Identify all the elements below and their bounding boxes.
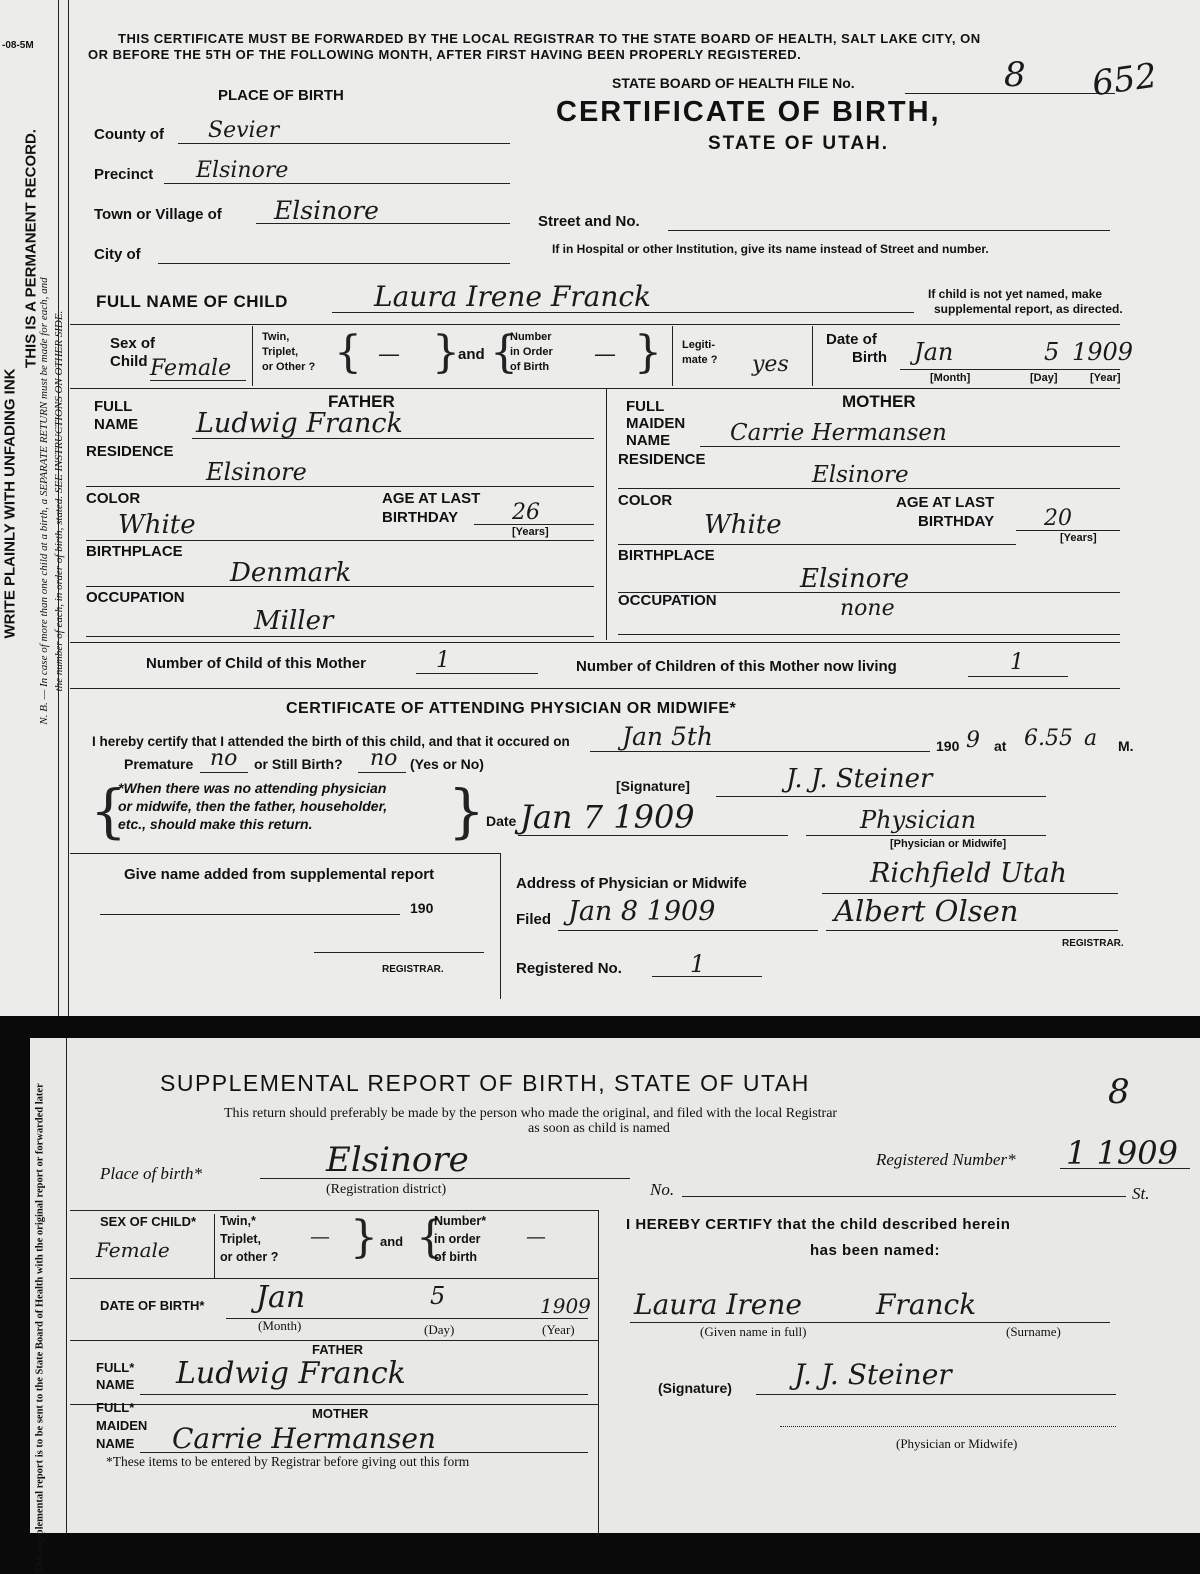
title-line [806, 835, 1046, 836]
supp-father-heading: FATHER [312, 1342, 364, 1357]
premature-value: no [210, 746, 238, 771]
mother-maiden-label: MAIDEN [626, 415, 686, 432]
registrar-name: Albert Olsen [834, 894, 1019, 928]
attending-heading: CERTIFICATE OF ATTENDING PHYSICIAN OR MIDWIFE* [286, 700, 737, 717]
attending-certify-text: I hereby certify that I attended the birth of this child, and that it occured on [92, 734, 570, 749]
number-living-label: Number of Children of this Mother now living [576, 658, 897, 675]
sex-value: Female [150, 356, 232, 381]
supp-physician-line [780, 1426, 1116, 1427]
town-label: Town or Village of [94, 206, 222, 223]
supp-mother-value: Carrie Hermansen [172, 1422, 436, 1455]
county-label: County of [94, 126, 164, 143]
number-living-line [968, 676, 1068, 677]
supp-month-label: (Month) [258, 1318, 302, 1333]
father-full-label: FULL [94, 398, 133, 415]
divider-sex [252, 326, 253, 386]
order-label-3: of Birth [510, 361, 550, 373]
supp-sex-value: Female [96, 1238, 170, 1262]
legit-label-2: mate ? [682, 354, 718, 366]
registrar-name-line [826, 930, 1118, 931]
supp-place-value: Elsinore [326, 1140, 469, 1180]
note-brace-left: { [90, 777, 127, 845]
supp-dob-label: DATE OF BIRTH* [100, 1298, 205, 1313]
header-note-1: THIS CERTIFICATE MUST BE FORWARDED BY THE LOCAL REGISTRAR TO THE STATE BOARD OF HEALTH, SALT LAKE CITY, ON [118, 31, 981, 46]
supp-mother-label-2: MAIDEN [96, 1418, 148, 1433]
father-color-line [86, 540, 594, 541]
mother-birthplace-value: Elsinore [800, 564, 910, 594]
supp-mother-line [140, 1452, 588, 1453]
father-residence-value: Elsinore [206, 458, 307, 486]
father-occupation-label: OCCUPATION [86, 589, 185, 606]
supp-given-label: (Given name in full) [700, 1324, 807, 1339]
child-name-label: FULL NAME OF CHILD [96, 292, 288, 311]
supp-note-2: as soon as child is named [528, 1121, 670, 1136]
number-child-value: 1 [436, 648, 450, 673]
mother-residence-label: RESIDENCE [618, 451, 706, 468]
supp-twin-value: — [310, 1224, 330, 1248]
premature-line [200, 772, 248, 773]
order-brace-right: } [634, 327, 662, 378]
attending-time: 6.55 [1024, 726, 1073, 751]
supp-dob-month: Jan [256, 1280, 306, 1315]
street-label: Street and No. [538, 213, 640, 230]
margin-note-1: N. B. — In case of more than one child at a birth, a SEPARATE RETURN must be made for each, and [38, 277, 50, 725]
registered-label: Registered No. [516, 960, 622, 977]
attending-date: Jan 5th [622, 722, 714, 751]
filed-value: Jan 8 1909 [568, 896, 716, 927]
legit-label-1: Legiti- [682, 339, 715, 351]
dob-month-label: [Month] [930, 372, 971, 384]
form-code: -08-5M [2, 40, 34, 51]
supp-sex-divider [214, 1214, 215, 1278]
supp-dob-year: 1909 [540, 1294, 591, 1318]
order-brace-left: { [490, 327, 518, 378]
supp-twin-label-3: or other ? [220, 1250, 279, 1264]
supp-twin-label-2: Triplet, [220, 1232, 261, 1246]
supp-place-label: Place of birth* [100, 1164, 202, 1183]
attending-note-2: or midwife, then the father, householder, [118, 798, 388, 814]
dob-label-2: Birth [852, 349, 887, 366]
mother-occupation-line [618, 634, 1120, 635]
supp-st-label: St. [1132, 1184, 1150, 1203]
order-label-1: Number [510, 331, 552, 343]
header-note-2: OR BEFORE THE 5TH OF THE FOLLOWING MONTH, AFTER FIRST HAVING BEEN PROPERLY REGISTERED. [88, 47, 802, 62]
mother-residence-line [618, 488, 1120, 489]
supp-day-label: (Day) [424, 1322, 455, 1337]
divider-order [672, 326, 673, 386]
place-of-birth-heading: PLACE OF BIRTH [218, 87, 344, 104]
supp-box-top [70, 1210, 598, 1211]
supp-physician-label: (Physician or Midwife) [896, 1436, 1018, 1451]
father-age-line [474, 524, 594, 525]
file-no-value: 8 [1004, 55, 1026, 95]
county-value: Sevier [208, 118, 280, 143]
file-no-stamp: 652 [1089, 55, 1160, 105]
father-residence-line [86, 486, 594, 487]
hospital-note: If in Hospital or other Institution, give its name instead of Street and number. [552, 242, 989, 256]
supp-margin-text: This supplemental report is to be sent to the State Board of Health with the original report or forwarded later [34, 1083, 46, 1574]
twin-brace-left: { [334, 327, 362, 378]
father-age-value: 26 [512, 500, 540, 525]
attending-title: Physician [860, 806, 977, 834]
mother-color-line [618, 544, 1016, 545]
mother-color-value: White [704, 510, 782, 540]
divider-bottom [500, 853, 501, 999]
dob-day: 5 [1044, 338, 1060, 366]
supp-title: SUPPLEMENTAL REPORT OF BIRTH, STATE OF UTAH [160, 1070, 810, 1096]
supp-surname: Franck [876, 1288, 977, 1321]
supp-order-label-1: Number* [434, 1214, 487, 1228]
legit-value: yes [752, 352, 789, 377]
precinct-value: Elsinore [196, 158, 289, 183]
number-child-label: Number of Child of this Mother [146, 655, 366, 672]
precinct-label: Precinct [94, 166, 154, 183]
supp-mother-label-3: NAME [96, 1436, 135, 1451]
supp-name-line [100, 914, 400, 915]
physician-midwife-label: [Physician or Midwife] [890, 838, 1007, 850]
supplemental-report [30, 1038, 1200, 1574]
twin-label-1: Twin, [262, 331, 290, 343]
supp-and: and [380, 1234, 404, 1249]
rule-4 [70, 688, 1120, 689]
certificate-title: CERTIFICATE OF BIRTH, [556, 96, 941, 128]
supp-rule-1 [70, 1278, 598, 1279]
supp-mother-heading: MOTHER [312, 1406, 369, 1421]
precinct-line [164, 183, 510, 184]
father-heading: FATHER [328, 392, 395, 411]
father-color-label: COLOR [86, 490, 141, 507]
mother-name-value: Carrie Hermansen [730, 420, 947, 446]
registrar-label-left: REGISTRAR. [382, 964, 444, 975]
supp-father-value: Ludwig Franck [176, 1356, 406, 1391]
supp-number: 8 [1108, 1072, 1130, 1112]
attending-date-label: Date [486, 813, 517, 829]
attending-ampm: a [1084, 726, 1098, 751]
number-child-line [416, 673, 538, 674]
county-line [178, 143, 510, 144]
order-label-2: in Order [510, 346, 553, 358]
supp-note-1: This return should preferably be made by the person who made the original, and filed with the local Registrar [224, 1106, 838, 1121]
supp-footnote: *These items to be entered by Registrar before giving out this form [106, 1454, 470, 1469]
dob-year-label: [Year] [1090, 372, 1121, 384]
supp-rule-3 [70, 1404, 598, 1405]
city-line [158, 263, 510, 264]
sex-line [150, 380, 246, 381]
rule-1 [70, 324, 1120, 325]
attending-year-suffix: 9 [966, 728, 980, 753]
dob-line [900, 369, 1120, 370]
twin-label-3: or Other ? [262, 361, 316, 373]
margin-note-2: the number of each, in order of birth, stated. SEE INSTRUCTIONS ON OTHER SIDE. [53, 310, 65, 692]
sex-label-2: Child [110, 353, 148, 370]
father-name-value: Ludwig Franck [196, 408, 403, 439]
twin-label-2: Triplet, [262, 346, 299, 358]
supp-signature-line [756, 1394, 1116, 1395]
filed-label: Filed [516, 911, 552, 928]
signature-label: [Signature] [616, 778, 690, 794]
attending-m-label: M. [1118, 738, 1134, 754]
mother-residence-value: Elsinore [812, 462, 909, 488]
supp-place-line [260, 1178, 630, 1179]
father-name-label: NAME [94, 416, 139, 433]
margin-rule [58, 0, 59, 1016]
supp-father-label-1: FULL* [96, 1360, 135, 1375]
attending-date-line [590, 751, 930, 752]
mother-age-label-1: AGE AT LAST [896, 494, 995, 511]
supp-year-prefix: 190 [410, 900, 434, 916]
yes-no-label: (Yes or No) [410, 756, 484, 772]
supp-reg-number-line [1060, 1168, 1190, 1169]
address-label: Address of Physician or Midwife [516, 875, 747, 892]
father-color-value: White [118, 510, 196, 540]
supp-father-line [140, 1394, 588, 1395]
supp-order-label-2: in order [434, 1232, 481, 1246]
mother-heading: MOTHER [842, 392, 916, 411]
dob-month: Jan [914, 338, 954, 366]
rule-2 [70, 388, 1120, 389]
supp-year-label: (Year) [542, 1322, 575, 1337]
order-value: — [594, 342, 616, 367]
child-name-note-1: If child is not yet named, make [928, 287, 1103, 301]
supp-rule-2 [70, 1340, 598, 1341]
divider-parents [606, 388, 607, 640]
supp-no-line [682, 1196, 1126, 1197]
father-occupation-line [86, 636, 594, 637]
supp-name-label: Give name added from supplemental report [124, 866, 435, 883]
divider-legit [812, 326, 813, 386]
supp-registration-district: (Registration district) [326, 1182, 447, 1197]
father-birthplace-value: Denmark [230, 558, 352, 588]
supp-father-label-2: NAME [96, 1377, 135, 1392]
supp-given-name: Laura Irene [634, 1288, 802, 1321]
mother-age-value: 20 [1044, 506, 1072, 531]
street-line [668, 230, 1110, 231]
margin-rule-inner [68, 0, 69, 1016]
father-occupation-value: Miller [254, 606, 334, 636]
rule-3 [70, 642, 1120, 643]
supp-twin-label-1: Twin,* [220, 1214, 256, 1228]
registrar-line-left [314, 952, 484, 953]
stillbirth-label: or Still Birth? [254, 756, 343, 772]
attending-note-3: etc., should make this return. [118, 816, 313, 832]
registered-line [652, 976, 762, 977]
supp-reg-number-label: Registered Number* [876, 1150, 1016, 1169]
child-name-note-2: supplemental report, as directed. [934, 302, 1123, 316]
dob-day-label: [Day] [1030, 372, 1058, 384]
margin-ink-note: WRITE PLAINLY WITH UNFADING INK [1, 368, 19, 639]
supp-twin-brace: } [350, 1212, 378, 1263]
dob-label-1: Date of [826, 331, 877, 348]
father-name-line [192, 438, 594, 439]
supp-order-label-3: of birth [434, 1250, 478, 1264]
supp-named-line [630, 1322, 1110, 1323]
registrar-label-right: REGISTRAR. [1062, 938, 1124, 949]
rule-5 [70, 853, 500, 854]
father-age-label-2: BIRTHDAY [382, 509, 459, 526]
and-label: and [458, 346, 485, 363]
father-age-label-1: AGE AT LAST [382, 490, 481, 507]
mother-full-label: FULL [626, 398, 665, 415]
mother-occupation-value: none [840, 596, 895, 621]
supp-order-brace: { [416, 1212, 444, 1263]
supp-surname-label: (Surname) [1006, 1324, 1061, 1339]
number-living-value: 1 [1010, 650, 1024, 675]
attending-signed-date: Jan 7 1909 [520, 798, 695, 836]
supp-box-right [598, 1210, 599, 1533]
supp-signature: J. J. Steiner [794, 1358, 952, 1391]
signed-date-line [518, 835, 788, 836]
father-birthplace-label: BIRTHPLACE [86, 543, 183, 560]
supp-order-value: — [526, 1224, 546, 1248]
supp-signature-label: (Signature) [658, 1380, 732, 1396]
mother-age-label-2: BIRTHDAY [918, 513, 995, 530]
note-brace-right: } [448, 777, 485, 845]
mother-years-label: [Years] [1060, 532, 1097, 544]
signature-line [716, 796, 1046, 797]
attending-note-1: *When there was no attending physician [118, 780, 387, 796]
twin-brace-right: } [432, 327, 460, 378]
permanent-record-note: THIS IS A PERMANENT RECORD. [22, 129, 40, 368]
father-birthplace-line [86, 586, 594, 587]
supp-sex-label: SEX OF CHILD* [100, 1214, 197, 1229]
attending-year-prefix: 190 [936, 738, 960, 754]
file-no-label: STATE BOARD OF HEALTH FILE No. [612, 75, 855, 91]
mother-color-label: COLOR [618, 492, 673, 509]
premature-label: Premature [124, 756, 194, 772]
supp-certify-1: I HEREBY CERTIFY that the child described herein [626, 1216, 1011, 1233]
supp-dob-day: 5 [430, 1282, 446, 1310]
mother-name-label: NAME [626, 432, 671, 449]
mother-age-line [1016, 530, 1120, 531]
town-value: Elsinore [274, 196, 379, 225]
father-residence-label: RESIDENCE [86, 443, 174, 460]
twin-value: — [378, 342, 400, 367]
supp-reg-number: 1 1909 [1066, 1134, 1178, 1172]
stillbirth-value: no [370, 746, 398, 771]
certificate-subtitle: STATE OF UTAH. [708, 133, 890, 154]
filed-line [558, 930, 818, 931]
dob-year: 1909 [1072, 338, 1134, 366]
father-years-label: [Years] [512, 526, 549, 538]
mother-name-line [700, 446, 1120, 447]
mother-birthplace-label: BIRTHPLACE [618, 547, 715, 564]
attending-time-at: at [994, 738, 1007, 754]
mother-occupation-label: OCCUPATION [618, 592, 717, 609]
supp-certify-2: has been named: [810, 1242, 941, 1259]
child-name-value: Laura Irene Franck [374, 280, 652, 313]
sex-label-1: Sex of [110, 335, 156, 352]
supp-no-label: No. [650, 1180, 675, 1199]
supp-mother-label-1: FULL* [96, 1400, 135, 1415]
city-label: City of [94, 246, 141, 263]
attending-signature: J. J. Steiner [786, 764, 933, 794]
supp-margin-rule [66, 1038, 67, 1533]
registered-value: 1 [690, 950, 706, 978]
stillbirth-line [358, 772, 406, 773]
address-value: Richfield Utah [870, 858, 1068, 889]
